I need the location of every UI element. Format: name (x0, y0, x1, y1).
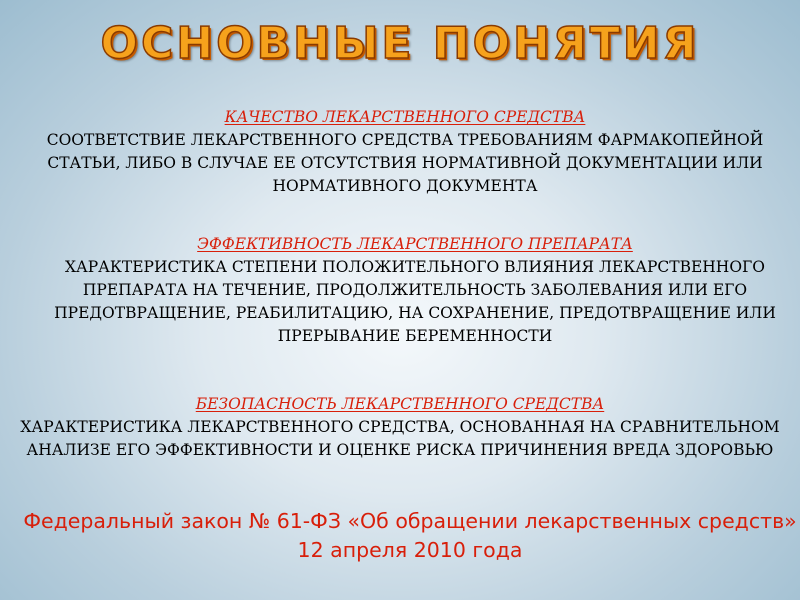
slide-title: ОСНОВНЫЕ ПОНЯТИЯ (100, 18, 700, 69)
term-definition: ХАРАКТЕРИСТИКА ЛЕКАРСТВЕННОГО СРЕДСТВА, ОСНОВАННАЯ НА СРАВНИТЕЛЬНОМ АНАЛИЗЕ ЕГО ЭФФЕКТИВНОСТИ И ОЦЕНКЕ РИСКА ПРИЧИНЕНИЯ ВРЕДА ЗДОРОВЬЮ (20, 418, 780, 459)
definition-safety (15, 393, 785, 462)
definition-quality (20, 106, 790, 198)
term-heading: ЭФФЕКТИВНОСТЬ ЛЕКАРСТВЕННОГО ПРЕПАРАТА (197, 235, 633, 253)
term-definition: СООТВЕТСТВИЕ ЛЕКАРСТВЕННОГО СРЕДСТВА ТРЕБОВАНИЯМ ФАРМАКОПЕЙНОЙ СТАТЬИ, ЛИБО В СЛУЧАЕ ЕЕ ОТСУТСТВИЯ НОРМАТИВНОЙ ДОКУМЕНТАЦИИ ИЛИ НОРМАТИВНОГО ДОКУМЕНТА (46, 131, 764, 195)
definition-efficacy (20, 233, 800, 348)
term-heading: БЕЗОПАСНОСТЬ ЛЕКАРСТВЕННОГО СРЕДСТВА (195, 395, 605, 413)
term-heading: КАЧЕСТВО ЛЕКАРСТВЕННОГО СРЕДСТВА (224, 108, 586, 126)
term-definition: ХАРАКТЕРИСТИКА СТЕПЕНИ ПОЛОЖИТЕЛЬНОГО ВЛИЯНИЯ ЛЕКАРСТВЕННОГО ПРЕПАРАТА НА ТЕЧЕНИЕ, ПРОДОЛЖИТЕЛЬНОСТЬ ЗАБОЛЕВАНИЯ ИЛИ ЕГО ПРЕДОТВРАЩЕНИЕ, РЕАБИЛИТАЦИЮ, НА СОХРАНЕНИЕ, ПРЕДОТВРАЩЕНИЕ ИЛИ ПРЕРЫВАНИЕ БЕРЕМЕННОСТИ (54, 258, 776, 345)
law-reference: Федеральный закон № 61-ФЗ «Об обращении лекарственных средств» 12 апреля 2010 года (23, 509, 797, 562)
